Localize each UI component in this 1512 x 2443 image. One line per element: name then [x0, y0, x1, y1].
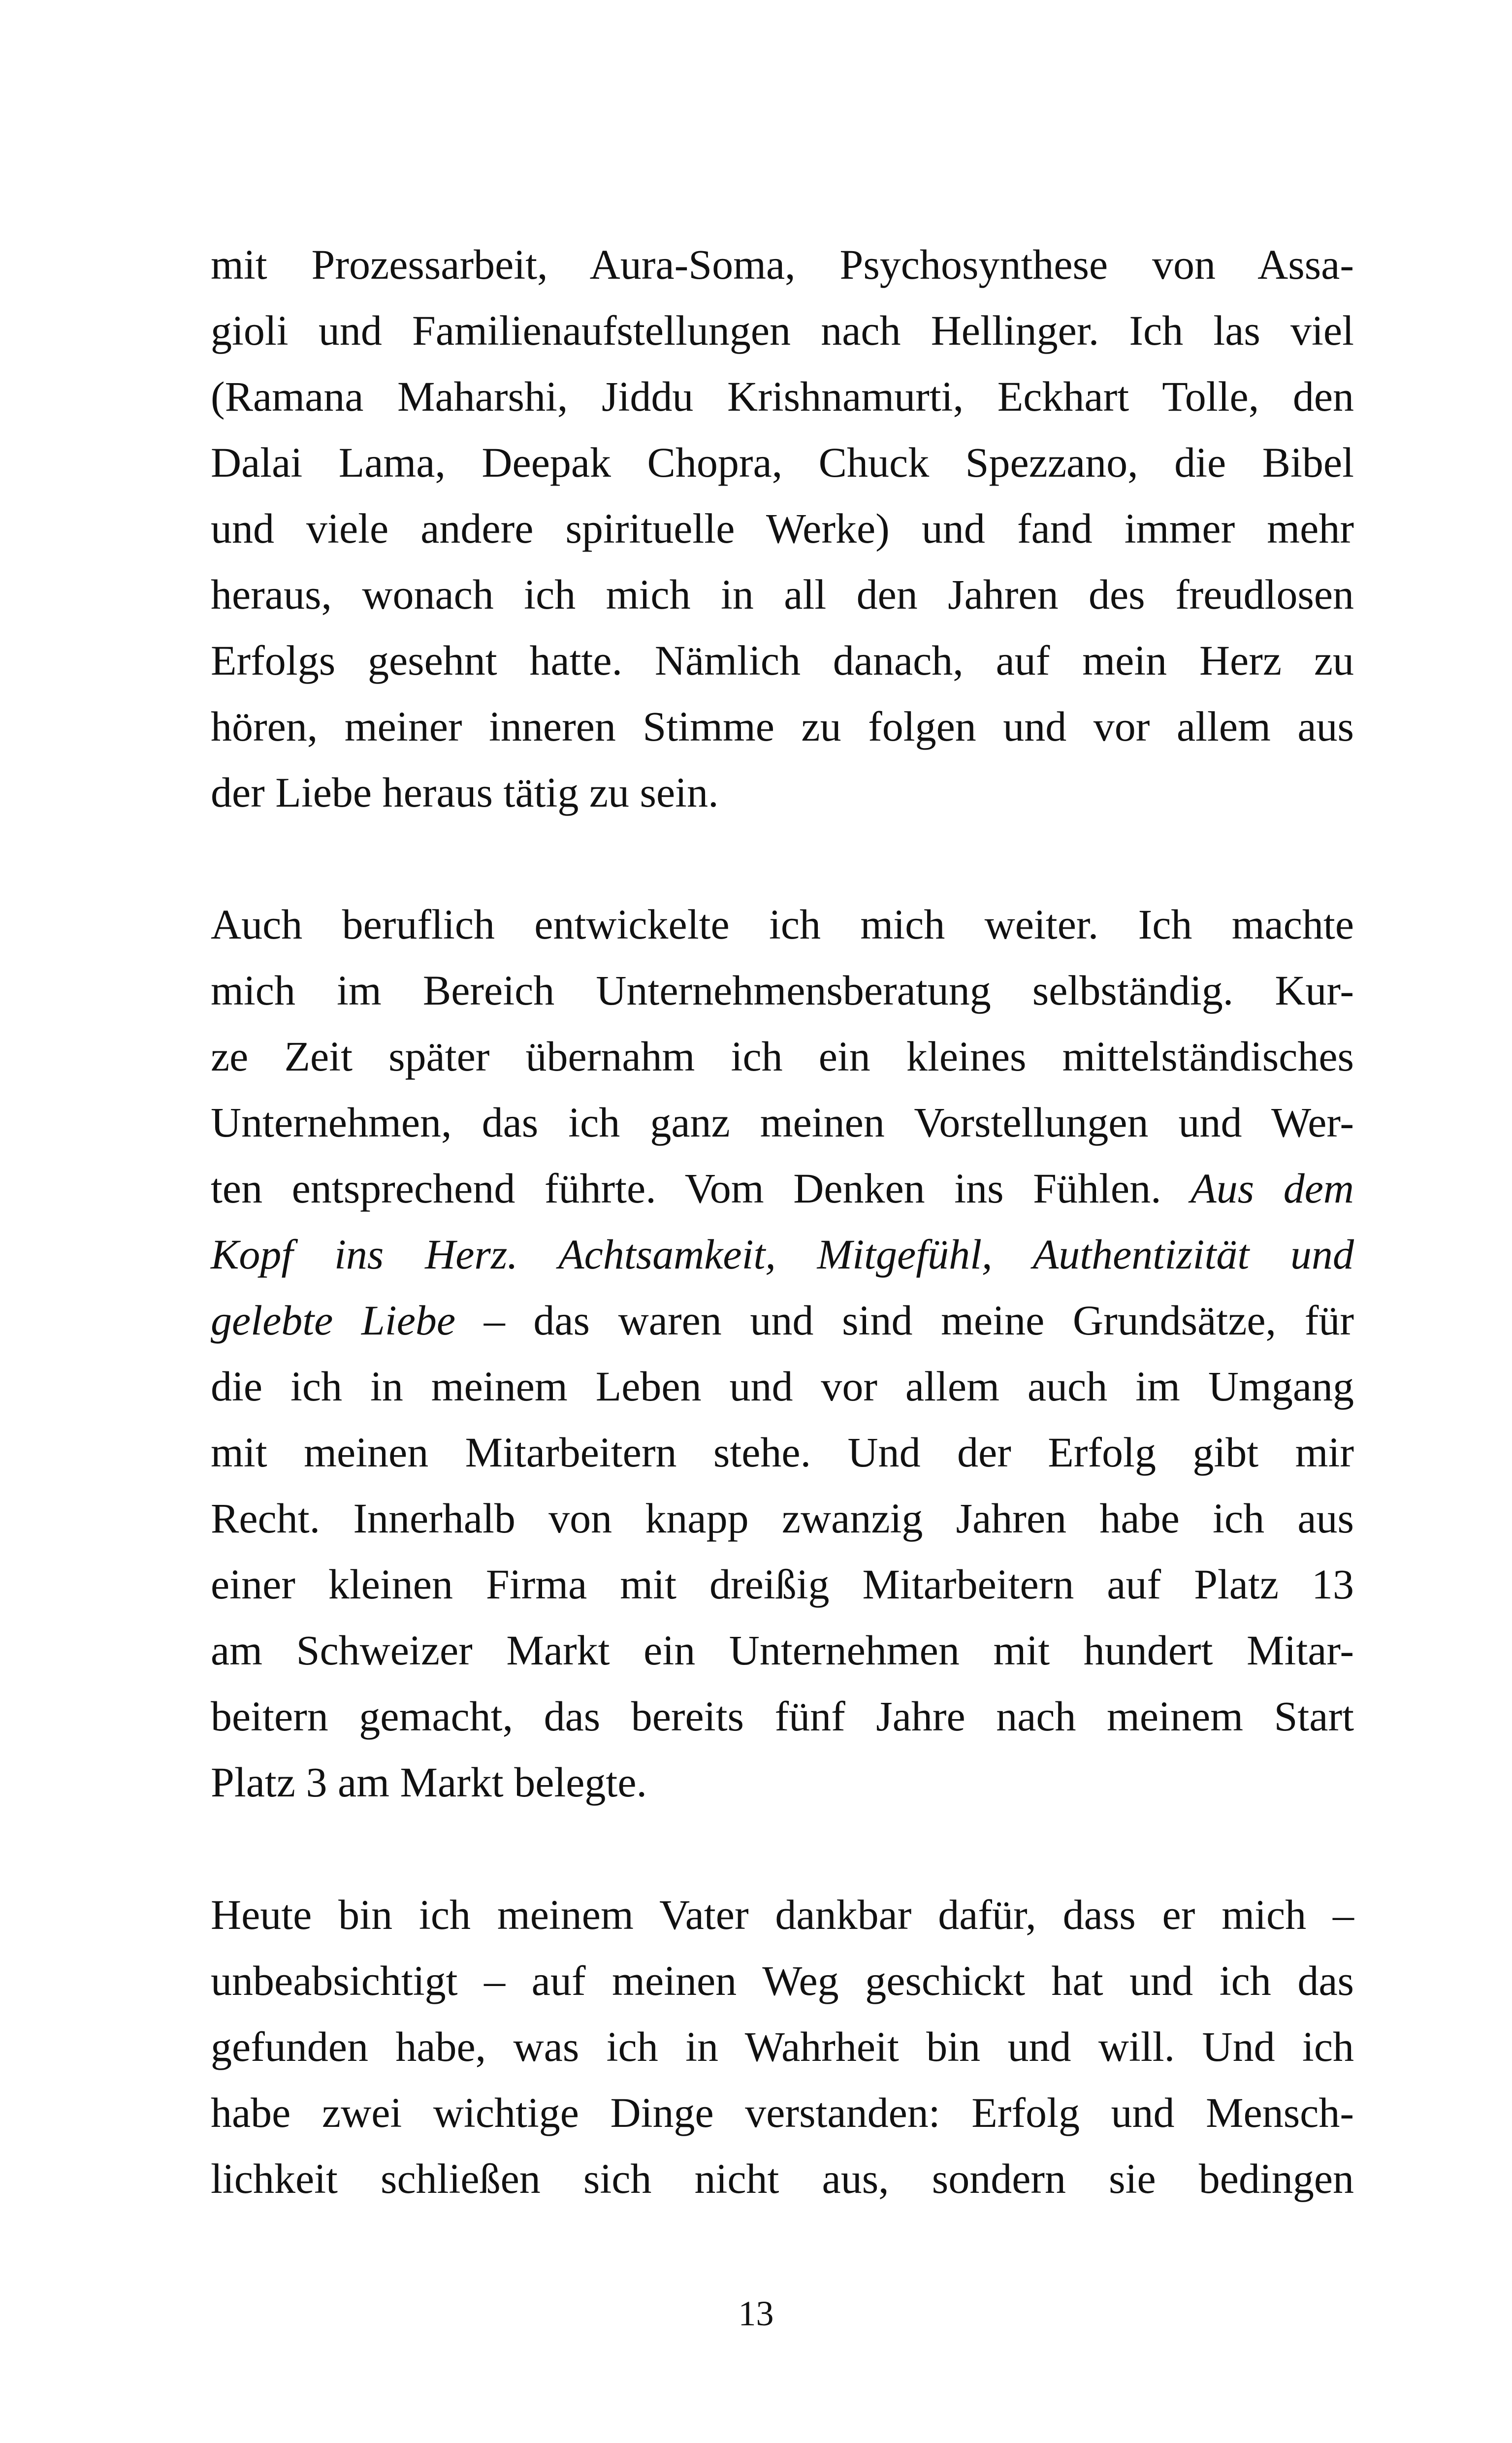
paragraph-line: Erfolgs gesehnt hatte. Nämlich danach, auf mein Herz zu [211, 637, 1354, 684]
paragraph-line: mit meinen Mitarbeitern stehe. Und der Erfolg gibt mir [211, 1429, 1354, 1476]
paragraph-line: der Liebe heraus tätig zu sein. [211, 769, 719, 816]
paragraph-line: Recht. Innerhalb von knapp zwanzig Jahren habe ich aus [211, 1495, 1354, 1542]
paragraph-line: beitern gemacht, das bereits fünf Jahre nach meinem Start [211, 1693, 1354, 1740]
paragraph-line: die ich in meinem Leben und vor allem auch im Umgang [211, 1363, 1354, 1410]
paragraph-2 [211, 891, 1354, 1815]
paragraph-line: lichkeit schließen sich nicht aus, sondern sie bedingen [211, 2155, 1354, 2202]
paragraph-line: heraus, wonach ich mich in all den Jahren des freudlosen [211, 571, 1354, 618]
paragraph-line: Heute bin ich meinem Vater dankbar dafür, dass er mich – [211, 1891, 1354, 1938]
paragraph-line: (Ramana Maharshi, Jiddu Krishnamurti, Eckhart Tolle, den [211, 373, 1354, 420]
emphasis-text: gelebte Liebe [211, 1297, 456, 1344]
paragraph-3 [211, 1882, 1354, 2212]
paragraph-line: und viele andere spirituelle Werke) und fand immer mehr [211, 505, 1354, 552]
paragraph-line [211, 1287, 1354, 1353]
paragraph-line [211, 1155, 1354, 1221]
paragraph-line: unbeabsichtigt – auf meinen Weg geschickt hat und ich das [211, 1957, 1354, 2004]
paragraph-line: am Schweizer Markt ein Unternehmen mit hundert Mitar- [211, 1627, 1354, 1674]
paragraph-line: gefunden habe, was ich in Wahrheit bin und will. Und ich [211, 2023, 1354, 2070]
paragraph-1 [211, 231, 1354, 825]
paragraph-line: hören, meiner inneren Stimme zu folgen und vor allem aus [211, 703, 1354, 750]
paragraph-line: Platz 3 am Markt belegte. [211, 1759, 647, 1806]
regular-text: ten entsprechend führte. Vom Denken ins Fühlen. [211, 1165, 1191, 1212]
paragraph-line: ze Zeit später übernahm ich ein kleines mittelständisches [211, 1033, 1354, 1080]
emphasis-line: Kopf ins Herz. Achtsamkeit, Mitgefühl, Authentizität und [211, 1231, 1354, 1278]
paragraph-line: Auch beruflich entwickelte ich mich weiter. Ich machte [211, 901, 1354, 948]
regular-text: – das waren und sind meine Grundsätze, für [455, 1297, 1354, 1344]
paragraph-line: mich im Bereich Unternehmensberatung selbständig. Kur- [211, 967, 1354, 1014]
paragraph-line: habe zwei wichtige Dinge verstanden: Erfolg und Mensch- [211, 2089, 1354, 2136]
page-number: 13 [738, 2294, 774, 2333]
paragraph-line: gioli und Familienaufstellungen nach Hellinger. Ich las viel [211, 307, 1354, 354]
emphasis-text: Aus dem [1190, 1165, 1354, 1212]
paragraph-line: Unternehmen, das ich ganz meinen Vorstellungen und Wer- [211, 1099, 1354, 1146]
paragraph-line: mit Prozessarbeit, Aura-Soma, Psychosynthese von Assa- [211, 241, 1354, 288]
paragraph-line: einer kleinen Firma mit dreißig Mitarbeitern auf Platz 13 [211, 1561, 1354, 1608]
paragraph-line: Dalai Lama, Deepak Chopra, Chuck Spezzano, die Bibel [211, 439, 1354, 486]
